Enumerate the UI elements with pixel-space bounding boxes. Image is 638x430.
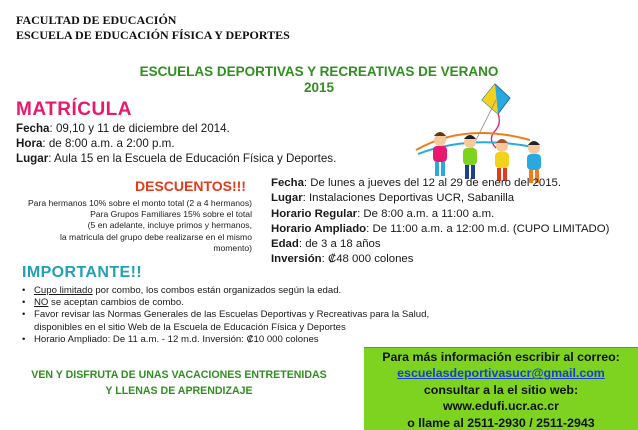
program-details (271, 176, 609, 268)
contact-box (364, 347, 638, 430)
contact-intro: Para más información escribir al correo: (382, 350, 620, 364)
matricula-fecha: Fecha: 09,10 y 11 de diciembre del 2014. (16, 122, 230, 135)
closing-line2: Y LLENAS DE APRENDIZAJE (105, 385, 253, 397)
matricula-hora: Hora: de 8:00 a.m. a 2:00 p.m. (16, 137, 175, 150)
list-item: • Cupo limitado por combo, los combos están organizados según la edad. (22, 285, 342, 296)
list-item: • Horario Ampliado: De 11 a.m. - 12 m.d. Inversión: ₡10 000 colones (22, 333, 319, 345)
website-link[interactable]: www.edufi.ucr.ac.cr (443, 399, 559, 414)
descuentos-line: Para hermanos 10% sobre el monto total (2 a 4 hermanos) (27, 198, 252, 208)
program-fecha: Fecha: De lunes a jueves del 12 al 29 de enero del 2015. (271, 177, 562, 189)
program-inversion: Inversión: ₡48 000 colones (271, 253, 414, 266)
list-item: • NO se aceptan cambios de combo. (22, 297, 184, 309)
list-item: • Favor revisar las Normas Generales de las Escuelas Deportivas y Recreativas para la Salud, disponibles en el sitio Web de la Escuela de Educación Física y Deportes (22, 309, 430, 333)
descuentos-line: la matricula del grupo debe realizarse en el mismo (59, 231, 252, 242)
program-lugar: Lugar: Instalaciones Deportivas UCR, Sabanilla (271, 192, 515, 205)
closing-line1: VEN Y DISFRUTA DE UNAS VACACIONES ENTRETENIDAS (31, 369, 327, 381)
program-horario-ampliado: Horario Ampliado: De 11:00 a.m. a 12:00 m.d. (CUPO LIMITADO) (271, 222, 610, 235)
importante-heading: IMPORTANTE!! (22, 264, 143, 281)
contact-web-intro: consultar a la el sitio web: (423, 382, 579, 397)
matricula-lugar: Lugar: Aula 15 en la Escuela de Educación Física y Deportes. (16, 152, 337, 165)
descuentos-heading: DESCUENTOS!!! (135, 178, 246, 194)
descuentos-line: momento) (213, 242, 252, 253)
contact-phones: o llame al 2511-2930 / 2511-2943 (407, 415, 595, 430)
descuentos-line: (5 en adelante, incluye primos y hermanos, (87, 220, 252, 231)
school-name: ESCUELA DE EDUCACIÓN FÍSICA Y DEPORTES (16, 28, 290, 42)
institution-header (16, 13, 290, 43)
page-title-line1: ESCUELAS DEPORTIVAS Y RECREATIVAS DE VERANO (139, 64, 499, 79)
email-link[interactable]: escuelasdeportivasucr@gmail.com (397, 366, 605, 381)
importante-list (22, 285, 429, 346)
closing-message (14, 367, 344, 399)
descuentos-details (14, 198, 252, 254)
page-title-year: 2015 (303, 80, 335, 95)
descuentos-line: Para Grupos Familiares 15% sobre el total (90, 209, 252, 220)
children-flying-kite-icon (410, 82, 560, 187)
program-edad: Edad: de 3 a 18 años (271, 238, 381, 251)
matricula-details (16, 121, 336, 166)
faculty-name: FACULTAD DE EDUCACIÓN (16, 13, 177, 27)
program-horario-regular: Horario Regular: De 8:00 a.m. a 11:00 a.m. (271, 207, 495, 220)
matricula-heading: MATRÍCULA (16, 99, 133, 120)
